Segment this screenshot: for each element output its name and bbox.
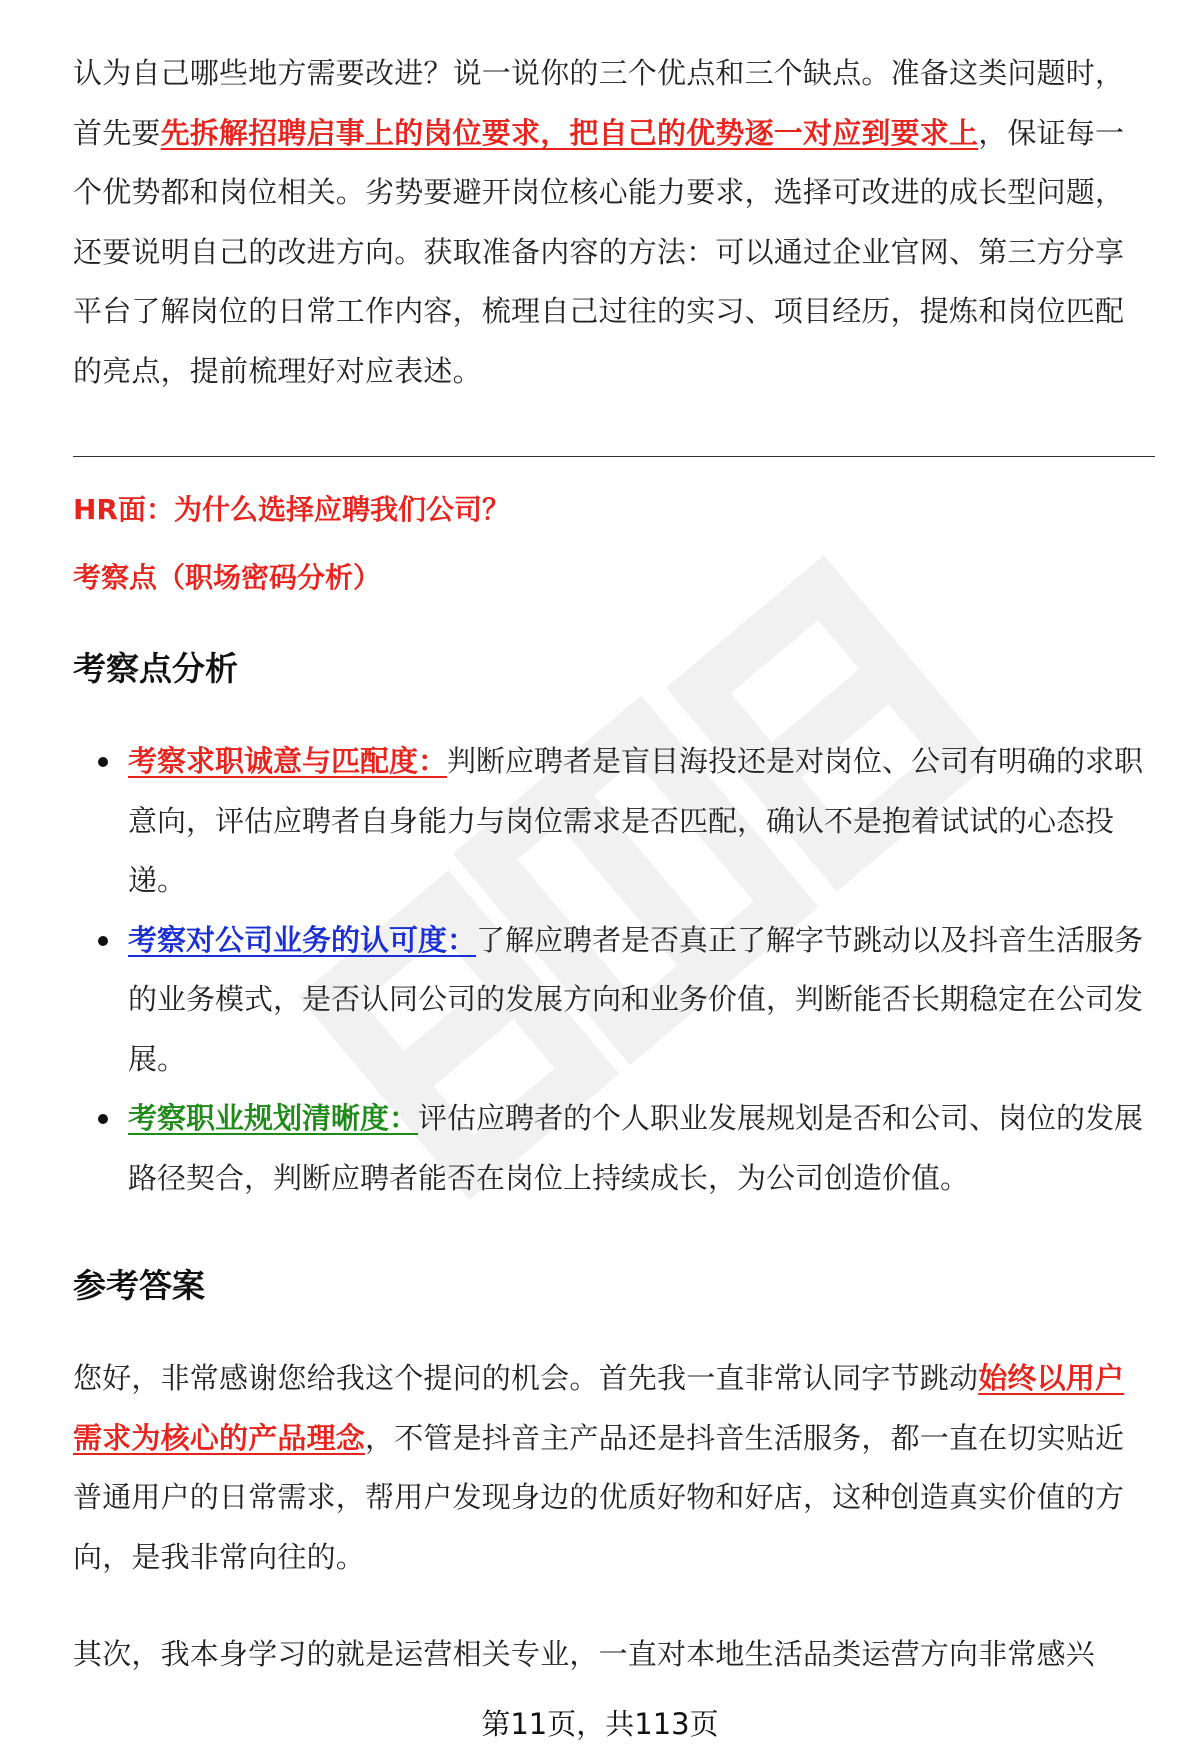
answer-paragraph-2: 其次，我本身学习的就是运营相关专业，一直对本地生活品类运营方向非常感兴	[73, 1637, 1096, 1671]
analysis-list	[128, 732, 1150, 1208]
item-text: 评估应聘者的个人职业发展规划是否和公司、岗位的发展路径契合，判断应聘者能否在岗位上持续成长，为公司创造价值。	[128, 1101, 1144, 1195]
question-title: HR面：为什么选择应聘我们公司？	[73, 493, 510, 526]
list-item	[128, 732, 1150, 911]
list-item	[128, 1089, 1150, 1208]
item-label: 考察职业规划清晰度：	[128, 1101, 419, 1135]
item-text: 了解应聘者是否真正了解字节跳动以及抖音生活服务的业务模式，是否认同公司的发展方向和业务价值，判断能否长期稳定在公司发展。	[128, 922, 1144, 1076]
bullet-icon	[98, 757, 108, 767]
list-item	[128, 911, 1150, 1090]
intro-text-2: ，保证每一个优势都和岗位相关。劣势要避开岗位核心能力要求，选择可改进的成长型问题，还要说明自己的改进方向。获取准备内容的方法：可以通过企业官网、第三方分享平台了解岗位的日常工作内容，梳理自己过往的实习、项目经历，提炼和岗位匹配的亮点，提前梳理好对应表述。	[73, 115, 1125, 388]
page-footer: 第11页，共113页	[481, 1707, 719, 1741]
item-label: 考察求职诚意与匹配度：	[128, 744, 448, 778]
intro-text-1: 认为自己哪些地方需要改进？说一说你的三个优点和三个缺点。准备这类问题时，首先要	[73, 56, 1125, 150]
item-label: 考察对公司业务的认可度：	[128, 922, 477, 957]
intro-paragraph	[73, 44, 1149, 401]
intro-highlight: 先拆解招聘启事上的岗位要求，把自己的优势逐一对应到要求上	[160, 115, 979, 150]
answer-paragraph-1	[73, 1349, 1149, 1587]
analysis-heading: 考察点分析	[73, 649, 238, 688]
answer-heading: 参考答案	[73, 1266, 205, 1305]
subtitle: 考察点（职场密码分析）	[73, 561, 382, 594]
answer-highlight: 始终以用户需求为核心的产品理念	[73, 1361, 1125, 1455]
item-text: 判断应聘者是盲目海投还是对岗位、公司有明确的求职意向，评估应聘者自身能力与岗位需求是否匹配，确认不是抱着试试的心态投递。	[128, 744, 1144, 897]
section-divider	[73, 456, 1155, 457]
answer-text-b: ，不管是抖音主产品还是抖音生活服务，都一直在切实贴近普通用户的日常需求，帮用户发现身边的优质好物和好店，这种创造真实价值的方向，是我非常向往的。	[73, 1420, 1125, 1574]
bullet-icon	[98, 936, 108, 946]
answer-text-a: 您好，非常感谢您给我这个提问的机会。首先我一直非常认同字节跳动	[73, 1361, 979, 1395]
bullet-icon	[98, 1114, 108, 1124]
